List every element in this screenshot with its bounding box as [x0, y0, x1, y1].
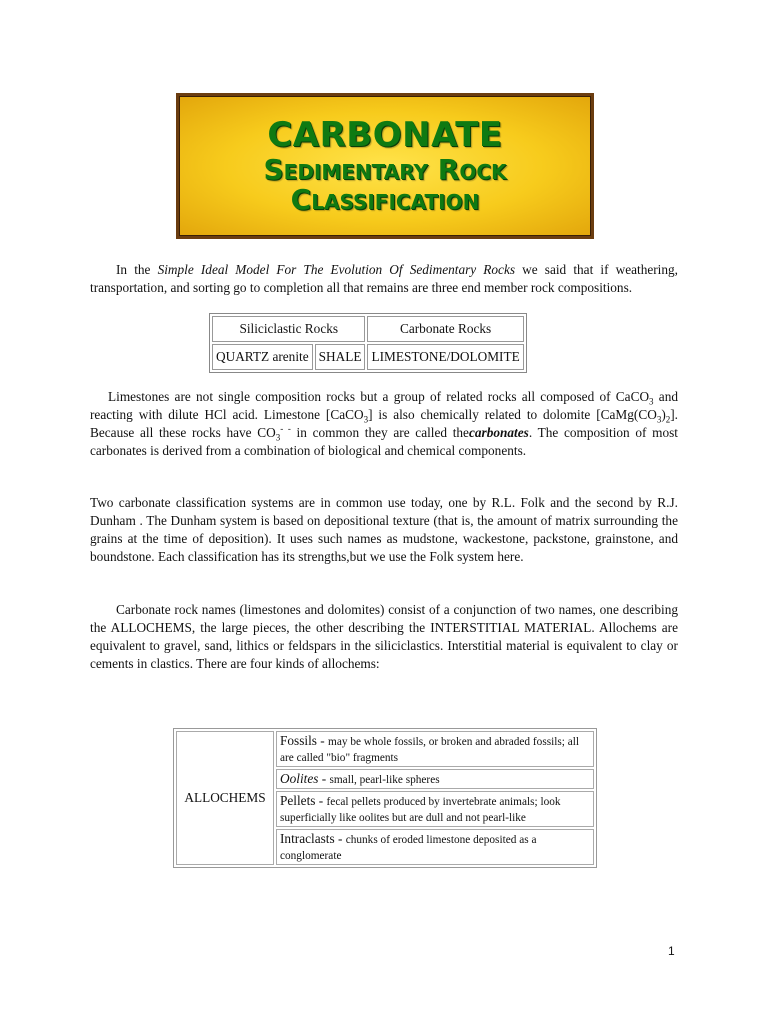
- table-row: [176, 731, 594, 767]
- allochem-term: Intraclasts -: [280, 831, 346, 846]
- paragraph-intro: [90, 261, 678, 297]
- intro-pre: In the: [116, 262, 151, 277]
- text-run: ] is also chemically related to dolomite [CaMg(CO: [368, 407, 657, 422]
- banner-line-2: Sedimentary Rock: [263, 153, 507, 187]
- intro-post: we said that if weathering, transportation, and sorting go to completion all that remains are three end member rock compositions.: [90, 262, 678, 295]
- allochems-label: ALLOCHEMS: [176, 731, 274, 865]
- cell-quartz-arenite: QUARTZ arenite: [212, 344, 313, 370]
- text-run: Limestones are not single composition rocks but a group of related rocks all composed of CaCO: [108, 389, 650, 404]
- allochem-desc: fecal pellets produced by invertebrate animals; look superficially like oolites but are dull and not pearl-like: [280, 796, 561, 824]
- table-row: [212, 316, 524, 342]
- text-run: ): [661, 407, 666, 422]
- allochem-pellets: [276, 791, 594, 827]
- text-run: ]. Because all these rocks have CO: [90, 407, 679, 440]
- header-carbonate: Carbonate Rocks: [367, 316, 523, 342]
- rock-composition-table: [209, 313, 527, 373]
- table-row: [212, 344, 524, 370]
- text-run: and reacting with dilute HCl acid. Limestone [CaCO: [90, 389, 678, 422]
- cell-shale: SHALE: [315, 344, 366, 370]
- subscript: 3: [363, 414, 369, 425]
- header-siliciclastic: Siliciclastic Rocks: [212, 316, 365, 342]
- paragraph-classification-systems: Two carbonate classification systems are in common use today, one by R.L. Folk and the second by R.J. Dunham . The Dunham system is based on depositional texture (that is, the amount of matrix surrounding the grains at the time of deposition). It uses such names as mudstone, wackestone, packstone, grainstone, and boundstone. Each classification has its strengths,but we use the Folk system here.: [90, 495, 678, 564]
- allochem-intraclasts: [276, 829, 594, 865]
- subscript: 3: [649, 396, 654, 407]
- banner-line-3: Classification: [290, 182, 480, 216]
- carbonates-term: carbonates: [468, 425, 529, 440]
- intro-model-title: Simple Ideal Model For The Evolution Of Sedimentary Rocks: [157, 262, 516, 277]
- title-banner-inner: [179, 96, 591, 236]
- banner-line-1: CARBONATE: [267, 114, 503, 155]
- allochems-table: [173, 728, 597, 868]
- allochem-term: Oolites -: [280, 771, 330, 786]
- page-number: 1: [668, 944, 675, 958]
- allochem-fossils: [276, 731, 594, 767]
- allochem-term: Pellets -: [280, 793, 327, 808]
- allochem-desc: small, pearl-like spheres: [329, 774, 440, 786]
- subscript: 3: [656, 414, 662, 425]
- superscript: - -: [280, 423, 291, 434]
- paragraph-rock-names: [90, 601, 678, 673]
- subscript: 3: [275, 432, 281, 443]
- text-run: . The composition of most carbonates is derived from a combination of biological and chemical components.: [90, 425, 679, 458]
- text-run: in common they are called the: [290, 425, 469, 440]
- rock-names-text: Carbonate rock names (limestones and dolomites) consist of a conjunction of two names, one describing the ALLOCHEMS, the large pieces, the other describing the INTERSTITIAL MATERIAL. Allochems are equivalent to gravel, sand, lithics or feldspars in the siliciclastics. Interstitial material is equivalent to clay or cements in clastics. There are four kinds of allochems:: [90, 602, 678, 671]
- paragraph-limestones: [90, 388, 678, 460]
- allochem-desc: chunks of eroded limestone deposited as a conglomerate: [280, 834, 537, 862]
- allochem-term: Fossils -: [280, 733, 329, 748]
- subscript: 2: [665, 414, 671, 425]
- allochem-oolites: [276, 769, 594, 789]
- allochem-desc: may be whole fossils, or broken and abraded fossils; all are called "bio" fragments: [280, 736, 580, 764]
- cell-limestone-dolomite: LIMESTONE/DOLOMITE: [367, 344, 523, 370]
- title-banner: [176, 93, 594, 239]
